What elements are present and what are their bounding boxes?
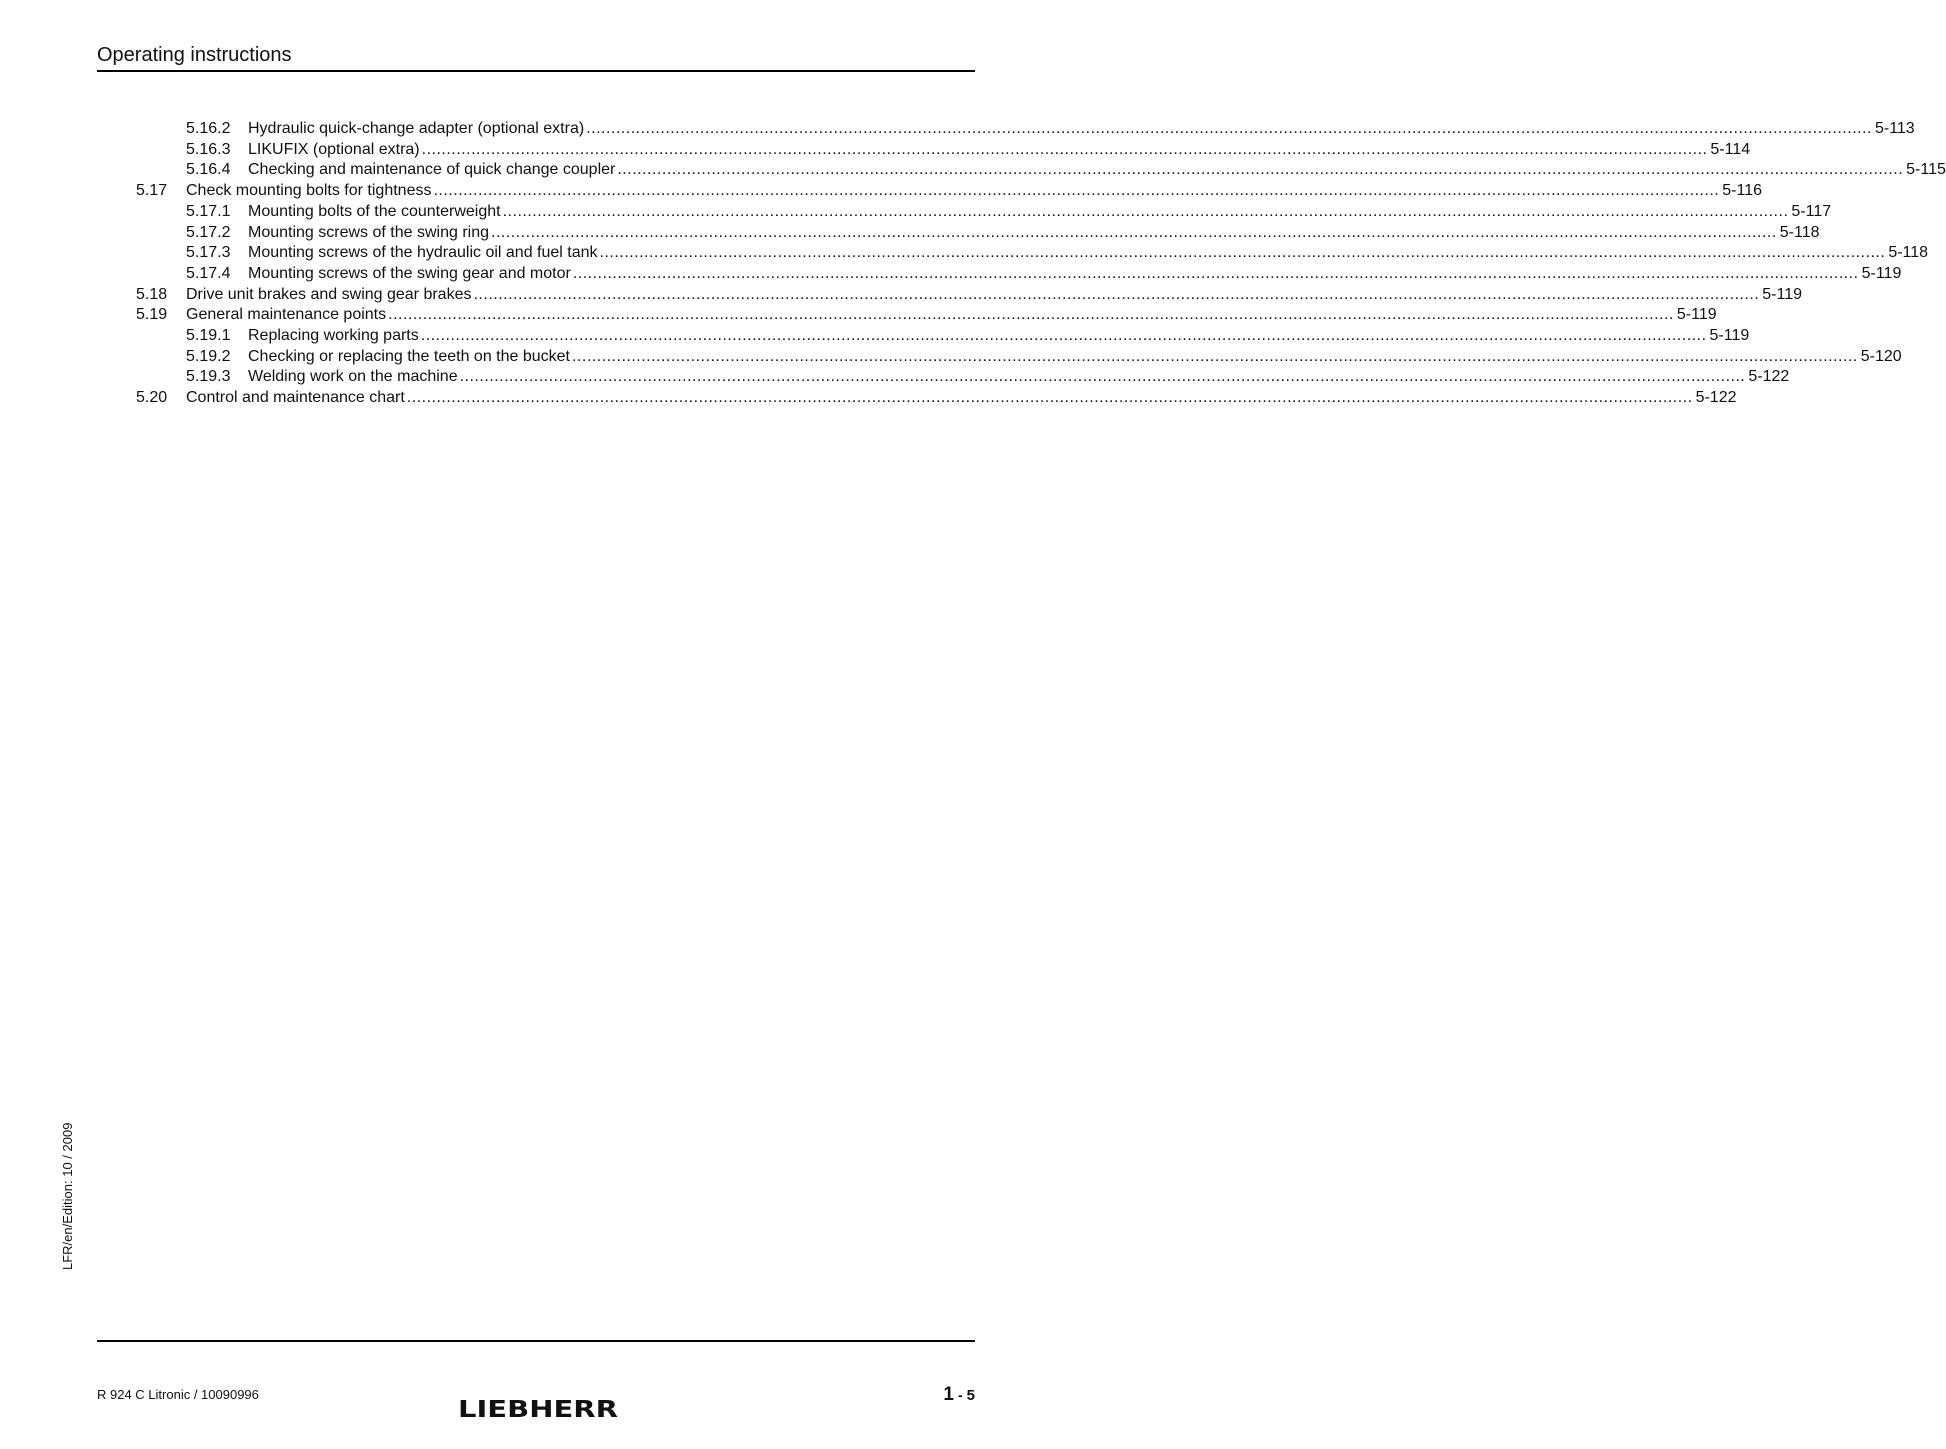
toc-entry-page: 5-120 bbox=[1860, 347, 1902, 365]
toc-entry-body bbox=[248, 325, 1750, 346]
toc-entry-title: Checking or replacing the teeth on the bucket bbox=[248, 347, 570, 365]
chapter-number: 1 bbox=[943, 1384, 954, 1405]
toc-entry-title: LIKUFIX (optional extra) bbox=[248, 140, 420, 158]
toc-entry-title: Drive unit brakes and swing gear brakes bbox=[186, 285, 472, 303]
toc-entry-body bbox=[186, 180, 1762, 201]
toc-entry-page: 5-122 bbox=[1695, 389, 1737, 407]
toc-entry-body bbox=[248, 139, 1751, 160]
toc-dot-leader: .................................................................................................................................................................................................................................................................... bbox=[502, 202, 1789, 220]
toc-entry-title: Replacing working parts bbox=[248, 327, 419, 344]
toc-dot-leader: .................................................................................................................................................................................................................................................................... bbox=[599, 244, 1886, 262]
header-divider bbox=[97, 70, 975, 72]
toc-entry-body bbox=[186, 304, 1717, 325]
toc-dot-leader: .................................................................................................................................................................................................................................................................... bbox=[388, 306, 1674, 324]
toc-entry-page: 5-113 bbox=[1874, 120, 1915, 137]
edition-label: LFR/en/Edition: 10 / 2009 bbox=[60, 1122, 75, 1270]
toc-entry-number: 5.16.3 bbox=[186, 140, 231, 158]
toc-entry-number: 5.19.3 bbox=[186, 368, 231, 386]
page-number-value: 5 bbox=[966, 1387, 975, 1404]
toc-entry-number: 5.17.2 bbox=[186, 223, 231, 241]
toc-entry-page: 5-116 bbox=[1722, 182, 1762, 200]
toc-entry-title: Checking and maintenance of quick change coupler bbox=[248, 161, 616, 179]
toc-dot-leader: .................................................................................................................................................................................................................................................................... bbox=[406, 389, 1693, 407]
toc-entry bbox=[0, 159, 1946, 180]
toc-dot-leader: .................................................................................................................................................................................................................................................................... bbox=[617, 161, 1904, 179]
toc-entry bbox=[0, 242, 1929, 263]
toc-entry bbox=[0, 366, 1790, 387]
liebherr-logo bbox=[457, 1395, 619, 1421]
toc-entry bbox=[0, 325, 1750, 346]
toc-entry-title: Welding work on the machine bbox=[248, 368, 458, 386]
toc-entry-body bbox=[248, 346, 1902, 367]
toc-entry-body bbox=[248, 222, 1820, 243]
toc-entry-number: 5.16.4 bbox=[186, 161, 231, 179]
page-number bbox=[943, 1384, 975, 1406]
toc-entry-title: Hydraulic quick-change adapter (optional extra) bbox=[248, 120, 585, 137]
toc-entry-body bbox=[186, 284, 1802, 305]
toc-entry-page: 5-119 bbox=[1762, 285, 1802, 303]
toc-entry bbox=[0, 180, 1762, 201]
footer-divider bbox=[97, 1340, 975, 1342]
toc-entry-page: 5-119 bbox=[1709, 327, 1750, 344]
toc-entry-page: 5-122 bbox=[1748, 368, 1790, 386]
toc-entry-number: 5.16.2 bbox=[186, 120, 231, 137]
toc-dot-leader: .................................................................................................................................................................................................................................................................... bbox=[433, 182, 1720, 200]
toc-dot-leader: .................................................................................................................................................................................................................................................................... bbox=[491, 223, 1777, 241]
toc-entry bbox=[0, 304, 1717, 325]
toc-entry-page: 5-118 bbox=[1888, 244, 1929, 262]
toc-entry-number: 5.17.1 bbox=[186, 202, 231, 220]
toc-dot-leader: .................................................................................................................................................................................................................................................................... bbox=[586, 120, 1872, 137]
toc-entry-page: 5-118 bbox=[1779, 223, 1820, 241]
toc-entry-page: 5-119 bbox=[1861, 264, 1902, 282]
toc-entry-title: Mounting screws of the swing gear and motor bbox=[248, 264, 571, 282]
logo-text: LIEBHERR bbox=[458, 1397, 619, 1423]
toc-dot-leader: .................................................................................................................................................................................................................................................................... bbox=[473, 285, 1760, 303]
toc-entry-body bbox=[248, 242, 1929, 263]
toc-entry-body bbox=[186, 387, 1737, 408]
toc-entry-page: 5-117 bbox=[1791, 202, 1832, 220]
toc-entry-body bbox=[248, 366, 1790, 387]
toc-entry bbox=[0, 222, 1820, 243]
toc-entry bbox=[0, 139, 1751, 160]
toc-dot-leader: .................................................................................................................................................................................................................................................................... bbox=[572, 264, 1859, 282]
toc-entry-body bbox=[248, 201, 1832, 222]
toc-entry-body bbox=[248, 159, 1946, 180]
page-number-separator: - bbox=[957, 1387, 963, 1403]
page-header-title: Operating instructions bbox=[97, 44, 292, 66]
toc-entry bbox=[0, 387, 1737, 408]
toc-entry-body bbox=[248, 118, 1915, 139]
toc-entry-page: 5-115 bbox=[1906, 161, 1946, 179]
toc-entry-page: 5-119 bbox=[1676, 306, 1717, 324]
toc-entry-number: 5.19.2 bbox=[186, 347, 231, 365]
toc-entry-title: Check mounting bolts for tightness bbox=[186, 182, 432, 200]
toc-entry bbox=[0, 118, 1915, 139]
document-id: R 924 C Litronic / 10090996 bbox=[97, 1387, 259, 1402]
toc-dot-leader: .................................................................................................................................................................................................................................................................... bbox=[421, 140, 1708, 158]
toc-entry-number: 5.17.4 bbox=[186, 264, 231, 282]
toc-dot-leader: .................................................................................................................................................................................................................................................................... bbox=[459, 368, 1746, 386]
toc-entry-body bbox=[248, 263, 1902, 284]
toc-entry bbox=[0, 346, 1902, 367]
toc-entry-number: 5.20 bbox=[136, 389, 168, 407]
toc-entry-number: 5.17.3 bbox=[186, 244, 231, 262]
toc-dot-leader: .................................................................................................................................................................................................................................................................... bbox=[420, 327, 1707, 344]
toc-entry-title: General maintenance points bbox=[186, 306, 387, 324]
toc-entry-number: 5.18 bbox=[136, 285, 168, 303]
toc-entry-title: Mounting bolts of the counterweight bbox=[248, 202, 501, 220]
toc-entry-title: Mounting screws of the hydraulic oil and fuel tank bbox=[248, 244, 598, 262]
toc-entry bbox=[0, 201, 1832, 222]
toc-entry bbox=[0, 263, 1902, 284]
toc-entry-title: Control and maintenance chart bbox=[186, 389, 405, 407]
toc-entry-number: 5.17 bbox=[136, 182, 168, 200]
toc-entry-number: 5.19 bbox=[136, 306, 168, 324]
toc-entry bbox=[0, 284, 1802, 305]
toc-dot-leader: .................................................................................................................................................................................................................................................................... bbox=[571, 347, 1858, 365]
toc-entry-title: Mounting screws of the swing ring bbox=[248, 223, 489, 241]
toc-entry-page: 5-114 bbox=[1710, 140, 1751, 158]
toc-entry-number: 5.19.1 bbox=[186, 327, 231, 344]
